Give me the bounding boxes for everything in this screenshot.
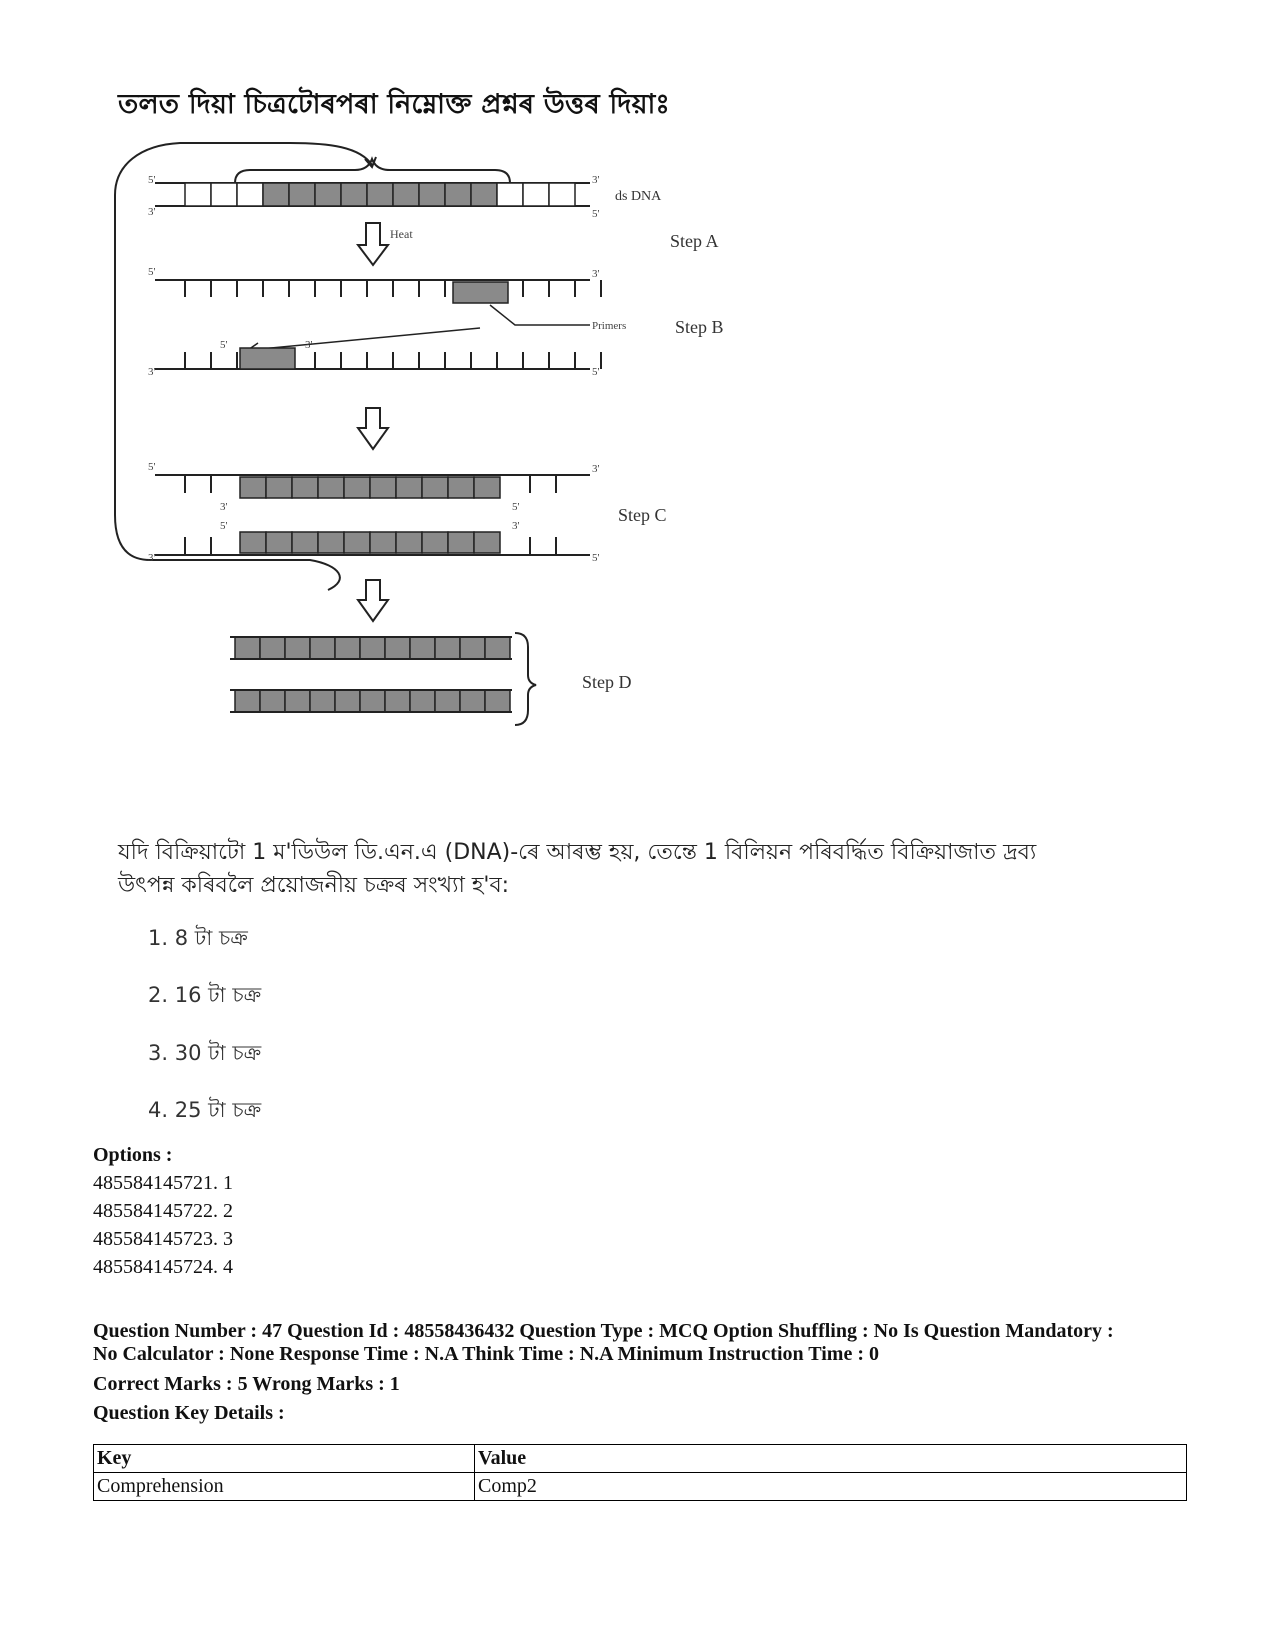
c-five-d: 5' <box>592 552 600 564</box>
heat-arrow <box>358 223 388 265</box>
product-base <box>435 690 460 712</box>
synth-base <box>370 532 396 553</box>
choice-2: 2. 16 টা চক্ৰ <box>148 983 262 1007</box>
product-base <box>285 637 310 659</box>
synth-base <box>292 477 318 498</box>
step-d-products <box>230 633 536 725</box>
product-base <box>335 690 360 712</box>
c-five-b: 5' <box>512 501 520 513</box>
base-pair <box>289 183 315 206</box>
pcr-diagram <box>110 135 770 735</box>
single-strand-top <box>148 266 601 303</box>
synth-base <box>396 532 422 553</box>
c-three-d: 3' <box>148 552 156 564</box>
product-base <box>260 690 285 712</box>
synth-base <box>266 532 292 553</box>
product-base <box>285 690 310 712</box>
ss-bot-five: 5' <box>220 339 228 351</box>
product-base <box>460 637 485 659</box>
base-pair <box>393 183 419 206</box>
product-base <box>435 637 460 659</box>
marks-line: Correct Marks : 5 Wrong Marks : 1 <box>93 1373 400 1395</box>
synth-base <box>240 477 266 498</box>
step-c-strands <box>148 461 600 564</box>
choice-4: 4. 25 টা চক্ৰ <box>148 1098 262 1122</box>
synth-base <box>266 477 292 498</box>
synth-base <box>448 532 474 553</box>
base-pair <box>523 183 549 206</box>
synth-base <box>344 532 370 553</box>
key-details-table <box>93 1444 1187 1501</box>
base-pair <box>367 183 393 206</box>
ss-top-three: 3' <box>592 268 600 280</box>
product-base <box>335 637 360 659</box>
product-base <box>385 637 410 659</box>
c-three-c: 3' <box>512 520 520 532</box>
table-header-row <box>94 1445 1187 1473</box>
synth-base <box>448 477 474 498</box>
ds-three-bottom: 3' <box>148 206 156 218</box>
table-cell-key: Comprehension <box>94 1473 475 1501</box>
base-pair <box>497 183 523 206</box>
option-3: 485584145723. 3 <box>93 1228 233 1250</box>
ds-dna-label: ds DNA <box>615 189 662 204</box>
base-pair <box>419 183 445 206</box>
meta-line-1: Question Number : 47 Question Id : 48558436432 Question Type : MCQ Option Shuffling : No Is Question Mandatory : <box>93 1320 1114 1342</box>
primers-label: Primers <box>592 320 627 332</box>
ds-five-bottom: 5' <box>592 208 600 220</box>
base-pair <box>237 183 263 206</box>
c-five-c: 5' <box>220 520 228 532</box>
synth-base <box>370 477 396 498</box>
product-base <box>485 690 510 712</box>
product-base <box>235 637 260 659</box>
c-three-b: 3' <box>220 501 228 513</box>
key-details-heading: Question Key Details : <box>93 1402 285 1424</box>
step-b-label: Step B <box>675 317 724 337</box>
product-base <box>235 690 260 712</box>
product-base <box>410 690 435 712</box>
base-pair <box>341 183 367 206</box>
base-pair <box>549 183 575 206</box>
product-base <box>310 690 335 712</box>
question-instruction: তলত দিয়া চিত্ৰটোৰপৰা নিম্নোক্ত প্ৰশ্নৰ উত্তৰ দিয়াঃ <box>118 89 670 120</box>
product-base <box>260 637 285 659</box>
step-c-label: Step C <box>618 505 667 525</box>
synth-base <box>422 532 448 553</box>
synth-base <box>344 477 370 498</box>
option-2: 485584145722. 2 <box>93 1200 233 1222</box>
ds-three-top: 3' <box>592 174 600 186</box>
product-base <box>360 637 385 659</box>
base-pair <box>471 183 497 206</box>
question-line-2: উৎপন্ন কৰিবলৈ প্ৰয়োজনীয় চক্ৰৰ সংখ্যা হ'ব: <box>118 873 510 898</box>
heat-label: Heat <box>390 227 413 241</box>
product-base <box>410 637 435 659</box>
options-heading: Options : <box>93 1144 173 1166</box>
synth-base <box>240 532 266 553</box>
base-pair <box>185 183 211 206</box>
down-arrow-3 <box>358 580 388 621</box>
question-text <box>118 836 1128 902</box>
ss-bot-three: 3' <box>305 339 313 351</box>
meta-line-2: No Calculator : None Response Time : N.A Think Time : N.A Minimum Instruction Time : 0 <box>93 1343 879 1365</box>
product-base <box>360 690 385 712</box>
ss-top-five: 5' <box>148 266 156 278</box>
primer-arrows <box>248 305 590 355</box>
synth-base <box>396 477 422 498</box>
product-base <box>310 637 335 659</box>
base-pair <box>211 183 237 206</box>
synth-base <box>474 532 500 553</box>
product-base <box>385 690 410 712</box>
ds-five-top: 5' <box>148 174 156 186</box>
down-arrow-2 <box>358 408 388 449</box>
table-cell-value: Comp2 <box>475 1473 1187 1501</box>
product-base <box>460 690 485 712</box>
option-1: 485584145721. 1 <box>93 1172 233 1194</box>
step-a-label: Step A <box>670 231 719 251</box>
synth-base <box>292 532 318 553</box>
choice-3: 3. 30 টা চক্ৰ <box>148 1041 262 1065</box>
synth-base <box>474 477 500 498</box>
ss-bot-three-left: 3' <box>148 366 156 378</box>
base-pair <box>263 183 289 206</box>
c-five-a: 5' <box>148 461 156 473</box>
question-line-1: যদি বিক্ৰিয়াটো 1 ম'ডিউল ডি.এন.এ (DNA)-ৰে আৰম্ভ হয়, তেন্তে 1 বিলিয়ন পৰিবৰ্দ্ধিত বিক্ৰিয়াজাত দ্ৰব্য <box>118 840 1037 865</box>
synth-base <box>318 477 344 498</box>
table-header-value: Value <box>475 1445 1187 1473</box>
table-header-key: Key <box>94 1445 475 1473</box>
single-strand-bottom <box>148 339 601 378</box>
synth-base <box>318 532 344 553</box>
base-pair <box>315 183 341 206</box>
step-d-label: Step D <box>582 672 632 692</box>
product-base <box>485 637 510 659</box>
base-pair <box>445 183 471 206</box>
option-4: 485584145724. 4 <box>93 1256 233 1278</box>
ds-dna-strand <box>148 174 600 220</box>
synth-base <box>422 477 448 498</box>
ss-bot-five-right: 5' <box>592 366 600 378</box>
c-three-a: 3' <box>592 463 600 475</box>
table-row <box>94 1473 1187 1501</box>
choice-1: 1. 8 টা চক্ৰ <box>148 926 248 950</box>
